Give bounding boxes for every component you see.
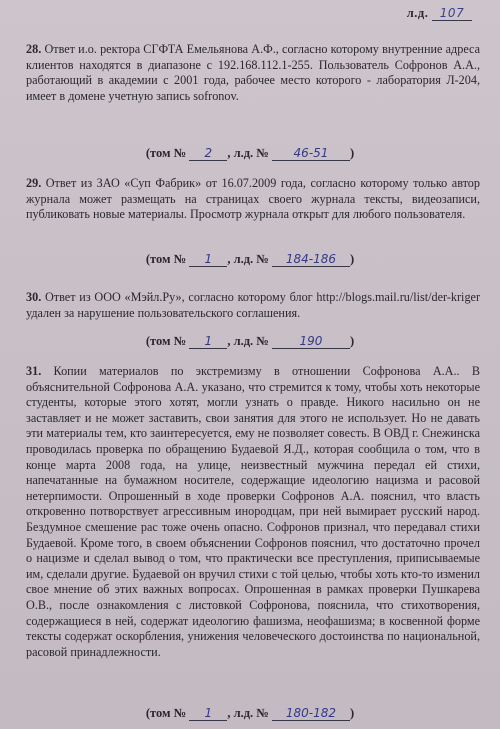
ref-mid: , л.д. №: [227, 706, 269, 720]
ref-pages: 184-186: [272, 252, 350, 267]
ref-volume: 2: [189, 146, 227, 161]
ref-prefix: (том №: [145, 334, 187, 348]
ref-pages: 190: [272, 334, 350, 349]
ref-volume: 1: [189, 334, 227, 349]
item-text: Ответ из ООО «Мэйл.Ру», согласно которому блог http://blogs.mail.ru/list/der-kriger удален за нарушение пользовательского соглашения.: [26, 290, 481, 320]
item-31: [26, 364, 480, 660]
ref-suffix: ): [349, 706, 355, 720]
item-29-reference: [0, 252, 500, 267]
ref-pages: 180-182: [272, 706, 350, 721]
item-number: 31.: [26, 364, 42, 378]
ref-suffix: ): [349, 252, 355, 266]
ref-prefix: (том №: [145, 146, 187, 160]
item-number: 28.: [26, 42, 42, 56]
page-number-label: л.д.: [406, 6, 429, 20]
item-28-reference: [0, 146, 500, 161]
ref-suffix: ): [349, 334, 355, 348]
item-number: 29.: [26, 176, 42, 190]
item-number: 30.: [26, 290, 42, 304]
ref-pages: 46-51: [272, 146, 350, 161]
page-number-handwritten: 107: [432, 6, 472, 21]
item-28: [26, 42, 480, 104]
ref-volume: 1: [189, 706, 227, 721]
item-text: Копии материалов по экстремизму в отношении Софронова А.А.. В объяснительной Софронова А.А. указано, что стремится к тому, чтобы хоть некоторые студенты, которые этого хотят, могли узнать о правде. Никого насильно он не заставляет и не может заставить, свои занятия для этого не использует. Но не давать эти материалы тем, кто заинтересуется, ему не позволяет совесть. В ОВД г. Снежинска проводилась проверка по обращению Будаевой Я.Д., которая сообщила о том, что в конце марта 2008 года, на улице, неизвестный мужчина передал ей стихи, напечатанные на бумажном носителе, содержащие идеологию нацизма и расовой нетерпимости. Опрошенный в ходе проверки Софронов А.А. пояснил, что власть откровенно потворствует агрессивным инородцам, при ней вымирает русский народ. Бездумное смешение рас тоже очень опасно. Софронов признал, что передавал стихи Будаевой. Кроме того, в своем объяснении Софронов пояснил, что достаточно прочел о нацизме и сделал вывод о том, что практически все преступления, приписываемые им, сделали другие. Будаевой он вручил стихи с той целью, чтобы хоть кто-то изменил свое мнение об этих важных вопросах. Опрошенная в рамках проверки Пушкарева О.В., после ознакомления с листовкой Софронова, пояснила, что стихотворения, содержащиеся в ней, содержат идеологию фашизма, неофашизма; в косвенной форме тексты содержат оскорбления, унижения человеческого достоинства по национальной, расовой принадлежности.: [26, 364, 481, 659]
ref-volume: 1: [189, 252, 227, 267]
ref-prefix: (том №: [145, 706, 187, 720]
ref-suffix: ): [349, 146, 355, 160]
item-31-reference: [0, 706, 500, 721]
ref-prefix: (том №: [145, 252, 187, 266]
item-text: Ответ из ЗАО «Суп Фабрик» от 16.07.2009 года, согласно которому только автор журнала может размещать на страницах своего журнала тексты, видеозаписи, публиковать новые материалы. Просмотр журнала открыт для любого пользователя.: [26, 176, 480, 222]
item-text: Ответ и.о. ректора СГФТА Емельянова А.Ф., согласно которому внутренние адреса клиентов находятся в диапазоне с 192.168.112.1-255. Пользователь Софронов А.А., работающий в академии с 2001 года, рабочее место которого - лаборатория Л-204, имеет в домене учетную запись sofronov.: [26, 42, 480, 103]
item-29: [26, 176, 480, 223]
page-number-header: [407, 6, 472, 21]
item-30-reference: [0, 334, 500, 349]
ref-mid: , л.д. №: [227, 334, 269, 348]
item-30: [26, 290, 480, 321]
ref-mid: , л.д. №: [227, 252, 269, 266]
ref-mid: , л.д. №: [227, 146, 269, 160]
